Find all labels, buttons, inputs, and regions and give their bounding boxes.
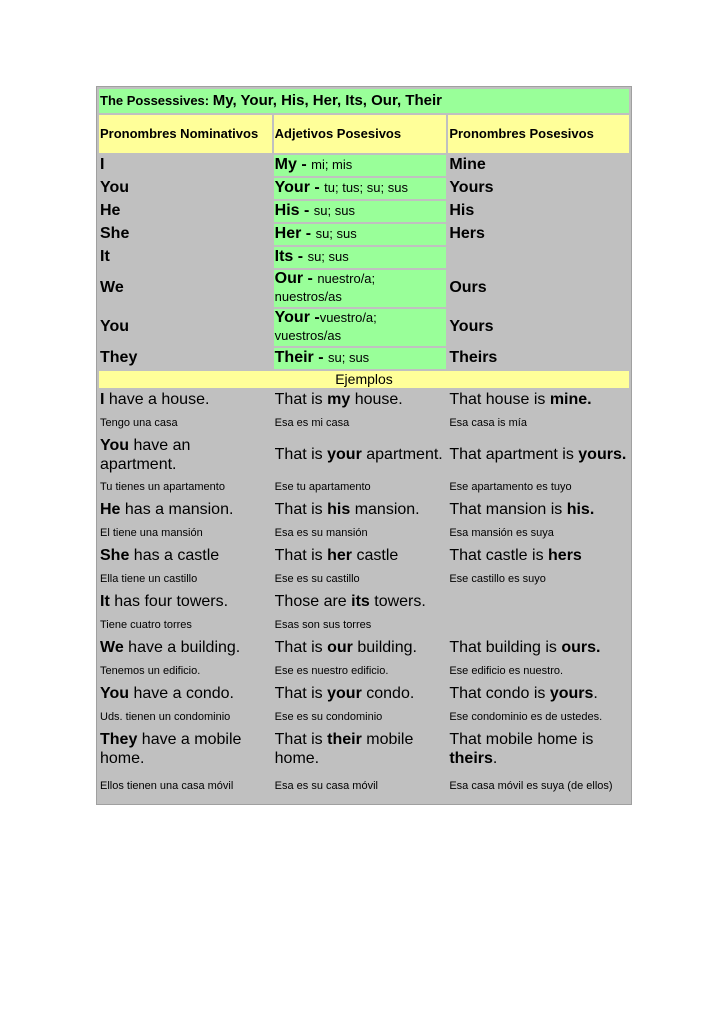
possessive-pronoun: Yours bbox=[448, 178, 629, 199]
title-prefix: The Possessives: bbox=[100, 93, 210, 109]
table-row bbox=[99, 348, 629, 369]
adjective-es: su; sus bbox=[315, 226, 357, 242]
possessive-adjective bbox=[274, 270, 447, 307]
translation: Esa casa móvil es suya (de ellos) bbox=[448, 772, 629, 802]
bold-part: your bbox=[327, 685, 362, 703]
text-part: That is bbox=[274, 391, 328, 409]
possessive-adjective bbox=[274, 178, 447, 199]
example-subject: She bbox=[100, 547, 130, 565]
bold-part: mine. bbox=[549, 391, 592, 409]
example-adjective-sentence bbox=[274, 638, 447, 660]
possessive-adjective bbox=[274, 309, 447, 346]
translation: Esa mansión es suya bbox=[448, 524, 629, 544]
text-part: That is bbox=[274, 731, 328, 749]
bold-part: his bbox=[327, 501, 351, 519]
possessive-pronoun bbox=[448, 247, 629, 268]
title-rest: My, Your, His, Her, Its, Our, Their bbox=[212, 92, 442, 110]
header-adjetivos: Adjetivos Posesivos bbox=[274, 115, 447, 153]
example-pronoun-sentence bbox=[448, 592, 629, 614]
translation: Esa es mi casa bbox=[274, 414, 447, 434]
text-part: That is bbox=[274, 639, 328, 657]
bold-part: our bbox=[327, 639, 353, 657]
text-part: That building is bbox=[449, 639, 562, 657]
example-pronoun-sentence bbox=[448, 500, 629, 522]
example-pronoun-sentence bbox=[448, 546, 629, 568]
example-row bbox=[99, 546, 629, 568]
possessive-pronoun: His bbox=[448, 201, 629, 222]
bold-part: hers bbox=[548, 547, 582, 565]
translation-row bbox=[99, 524, 629, 544]
example-subject: I bbox=[100, 391, 105, 409]
translation-row bbox=[99, 570, 629, 590]
text-part: That apartment is bbox=[449, 446, 579, 464]
example-subject: We bbox=[100, 639, 124, 657]
text-part: That house is bbox=[449, 391, 550, 409]
text-part: That mobile home is bbox=[449, 731, 594, 749]
adjective-en: Your - bbox=[274, 179, 320, 197]
text-part: . bbox=[593, 685, 598, 703]
bold-part: yours. bbox=[578, 446, 627, 464]
title-row bbox=[99, 89, 629, 113]
translation: Tiene cuatro torres bbox=[99, 616, 272, 636]
table-row bbox=[99, 155, 629, 176]
possessive-pronoun: Ours bbox=[448, 270, 629, 307]
text-part: That mansion is bbox=[449, 501, 567, 519]
example-row bbox=[99, 436, 629, 476]
example-sentence bbox=[99, 546, 272, 568]
example-pronoun-sentence bbox=[448, 390, 629, 412]
translation-row bbox=[99, 414, 629, 434]
adjective-en: Your - bbox=[274, 308, 320, 326]
example-rest: has four towers. bbox=[109, 593, 229, 611]
possessive-adjective bbox=[274, 224, 447, 245]
possessive-adjective bbox=[274, 247, 447, 268]
nominative-pronoun: She bbox=[99, 224, 272, 245]
adjective-en: His - bbox=[274, 202, 310, 220]
adjective-es: nuestro/a; nuestros/as bbox=[274, 271, 376, 305]
example-rest: have a house. bbox=[104, 391, 210, 409]
bold-part: yours bbox=[549, 685, 594, 703]
text-part: house. bbox=[350, 391, 403, 409]
example-row bbox=[99, 638, 629, 660]
example-pronoun-sentence bbox=[448, 436, 629, 476]
text-part: mobile home. bbox=[274, 731, 414, 767]
nominative-pronoun: You bbox=[99, 178, 272, 199]
nominative-pronoun: They bbox=[99, 348, 272, 369]
translation bbox=[448, 616, 629, 636]
example-adjective-sentence bbox=[274, 500, 447, 522]
example-row bbox=[99, 684, 629, 706]
text-part: . bbox=[492, 749, 498, 767]
translation-row bbox=[99, 772, 629, 802]
translation: Ese edificio es nuestro. bbox=[448, 662, 629, 682]
example-pronoun-sentence bbox=[448, 684, 629, 706]
table-row bbox=[99, 247, 629, 268]
table-row bbox=[99, 178, 629, 199]
example-subject: You bbox=[100, 437, 130, 455]
translation: Ese castillo es suyo bbox=[448, 570, 629, 590]
header-row bbox=[99, 115, 629, 153]
text-part: That is bbox=[274, 501, 328, 519]
example-subject: He bbox=[100, 501, 121, 519]
examples-header-row bbox=[99, 371, 629, 388]
translation-row bbox=[99, 708, 629, 728]
example-adjective-sentence bbox=[274, 390, 447, 412]
adjective-es: tu; tus; su; sus bbox=[324, 180, 408, 196]
table-row bbox=[99, 224, 629, 245]
translation-row bbox=[99, 478, 629, 498]
example-row bbox=[99, 500, 629, 522]
adjective-es: vuestro/a; vuestros/as bbox=[274, 309, 377, 344]
translation: Ese es su castillo bbox=[274, 570, 447, 590]
adjective-en: My - bbox=[274, 156, 307, 174]
table-row bbox=[99, 201, 629, 222]
translation-row bbox=[99, 616, 629, 636]
possessive-adjective bbox=[274, 155, 447, 176]
header-pronombres: Pronombres Posesivos bbox=[448, 115, 629, 153]
example-row bbox=[99, 592, 629, 614]
nominative-pronoun: It bbox=[99, 247, 272, 268]
text-part: building. bbox=[352, 639, 417, 657]
example-pronoun-sentence bbox=[448, 638, 629, 660]
example-row bbox=[99, 390, 629, 412]
text-part: condo. bbox=[361, 685, 415, 703]
text-part: That castle is bbox=[449, 547, 549, 565]
example-rest: has a mansion. bbox=[120, 501, 234, 519]
example-sentence bbox=[99, 684, 272, 706]
translation: El tiene una mansión bbox=[99, 524, 272, 544]
nominative-pronoun: He bbox=[99, 201, 272, 222]
example-sentence bbox=[99, 390, 272, 412]
example-rest: have a mobile home. bbox=[100, 731, 242, 767]
possessive-pronoun: Mine bbox=[448, 155, 629, 176]
translation: Ese tu apartamento bbox=[274, 478, 447, 498]
text-part: That is bbox=[274, 547, 328, 565]
example-rest: have a building. bbox=[123, 639, 241, 657]
example-subject: It bbox=[100, 593, 110, 611]
example-pronoun-sentence bbox=[448, 730, 629, 770]
text-part: towers. bbox=[369, 593, 426, 611]
text-part: That is bbox=[274, 685, 328, 703]
example-sentence bbox=[99, 592, 272, 614]
example-adjective-sentence bbox=[274, 684, 447, 706]
translation: Ella tiene un castillo bbox=[99, 570, 272, 590]
text-part: Those are bbox=[274, 593, 352, 611]
header-nominativos: Pronombres Nominativos bbox=[99, 115, 272, 153]
example-adjective-sentence bbox=[274, 546, 447, 568]
adjective-es: su; sus bbox=[307, 249, 349, 265]
possessive-pronoun: Hers bbox=[448, 224, 629, 245]
translation: Esa es su mansión bbox=[274, 524, 447, 544]
bold-part: your bbox=[327, 446, 362, 464]
text-part: castle bbox=[352, 547, 399, 565]
example-subject: You bbox=[100, 685, 130, 703]
example-rest: have a condo. bbox=[129, 685, 234, 703]
translation: Esa casa is mía bbox=[448, 414, 629, 434]
example-sentence bbox=[99, 638, 272, 660]
translation: Ese condominio es de ustedes. bbox=[448, 708, 629, 728]
adjective-en: Their - bbox=[274, 348, 324, 366]
examples-label: Ejemplos bbox=[99, 371, 629, 388]
bold-part: their bbox=[327, 731, 362, 749]
translation-row bbox=[99, 662, 629, 682]
possessive-pronoun: Theirs bbox=[448, 348, 629, 369]
nominative-pronoun: I bbox=[99, 155, 272, 176]
example-rest: have an apartment. bbox=[100, 437, 191, 473]
adjective-es: su; sus bbox=[328, 349, 370, 365]
example-adjective-sentence bbox=[274, 592, 447, 614]
translation: Ellos tienen una casa móvil bbox=[99, 772, 272, 802]
example-sentence bbox=[99, 500, 272, 522]
adjective-es: mi; mis bbox=[311, 157, 353, 173]
bold-part: its bbox=[351, 593, 370, 611]
bold-part: my bbox=[327, 391, 351, 409]
text-part: apartment. bbox=[361, 446, 443, 464]
translation: Tu tienes un apartamento bbox=[99, 478, 272, 498]
example-sentence bbox=[99, 730, 272, 770]
possessive-adjective bbox=[274, 348, 447, 369]
nominative-pronoun: We bbox=[99, 270, 272, 307]
example-adjective-sentence bbox=[274, 436, 447, 476]
bold-part: theirs bbox=[449, 749, 493, 767]
text-part: That is bbox=[274, 446, 328, 464]
text-part: That condo is bbox=[449, 685, 550, 703]
adjective-en: Her - bbox=[274, 225, 312, 243]
bold-part: ours. bbox=[561, 639, 601, 657]
translation: Ese es nuestro edificio. bbox=[274, 662, 447, 682]
translation: Esas son sus torres bbox=[274, 616, 447, 636]
translation: Ese apartamento es tuyo bbox=[448, 478, 629, 498]
translation: Ese es su condominio bbox=[274, 708, 447, 728]
example-row bbox=[99, 730, 629, 770]
example-subject: They bbox=[100, 731, 138, 749]
table-row bbox=[99, 309, 629, 346]
possessive-adjective bbox=[274, 201, 447, 222]
nominative-pronoun: You bbox=[99, 309, 272, 346]
adjective-en: Our - bbox=[274, 270, 313, 287]
table-title bbox=[99, 89, 629, 113]
possessive-pronoun: Yours bbox=[448, 309, 629, 346]
bold-part: his. bbox=[566, 501, 595, 519]
translation: Esa es su casa móvil bbox=[274, 772, 447, 802]
example-sentence bbox=[99, 436, 272, 476]
adjective-en: Its - bbox=[274, 248, 304, 266]
adjective-es: su; sus bbox=[313, 203, 355, 219]
translation: Uds. tienen un condominio bbox=[99, 708, 272, 728]
translation: Tenemos un edificio. bbox=[99, 662, 272, 682]
text-part: mansion. bbox=[350, 501, 420, 519]
example-adjective-sentence bbox=[274, 730, 447, 770]
possessives-table bbox=[96, 86, 632, 805]
table-row bbox=[99, 270, 629, 307]
translation: Tengo una casa bbox=[99, 414, 272, 434]
bold-part: her bbox=[327, 547, 353, 565]
example-rest: has a castle bbox=[129, 547, 220, 565]
